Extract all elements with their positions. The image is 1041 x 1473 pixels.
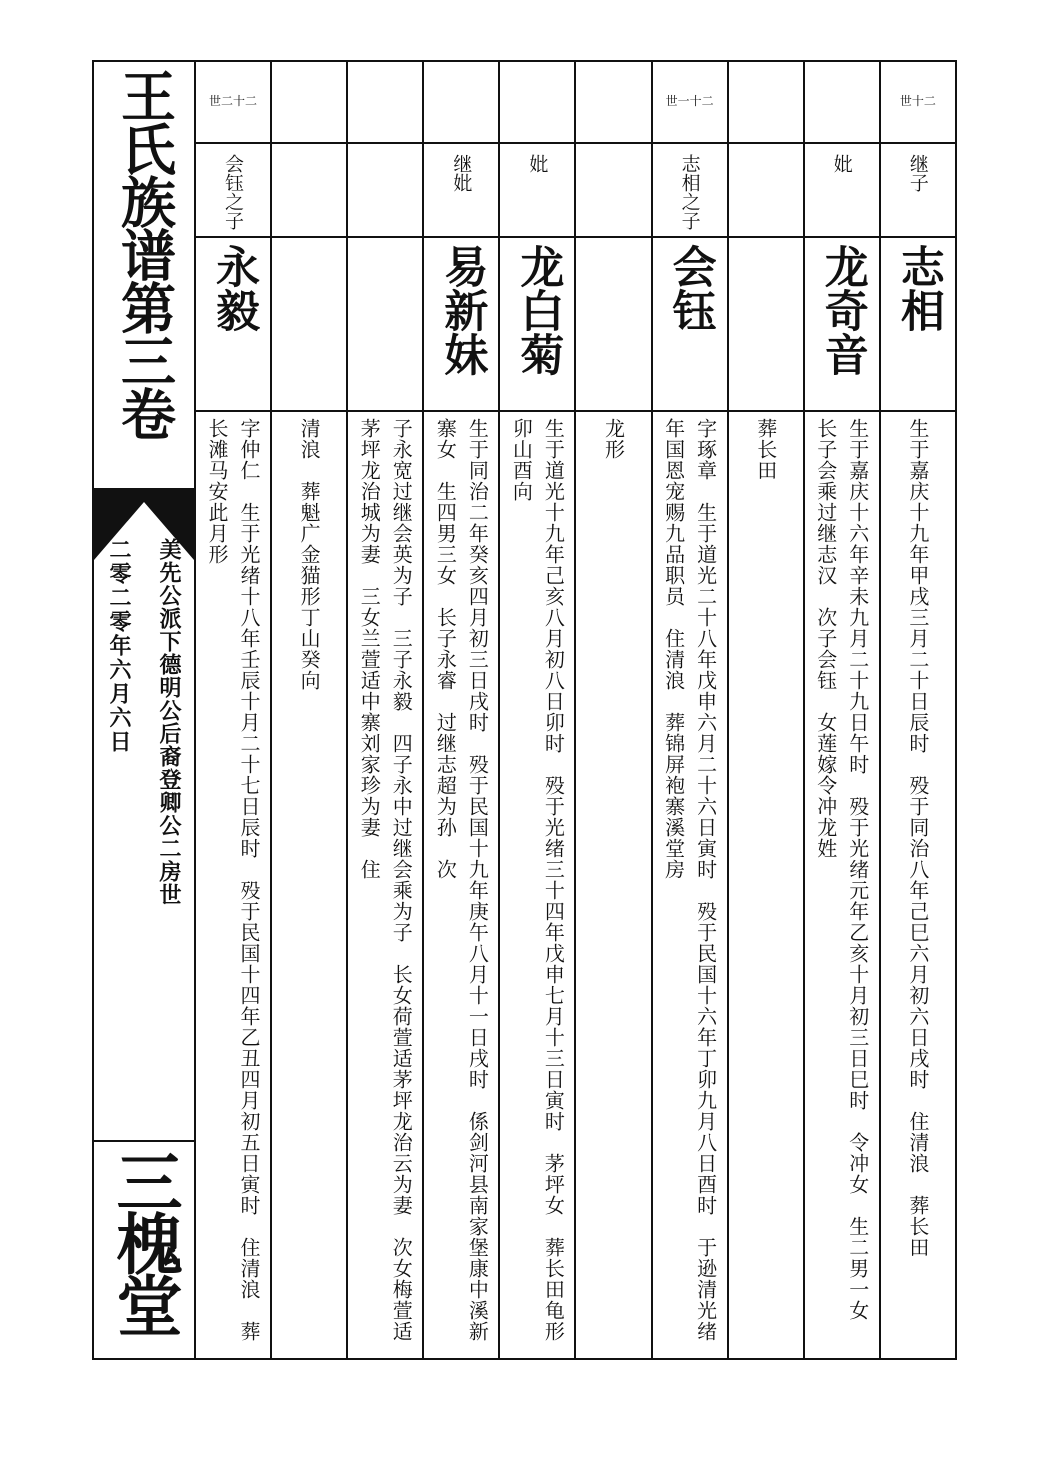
person-name-cell — [424, 238, 498, 412]
biography-text-cell — [729, 412, 803, 1358]
biography-text-cell — [196, 412, 270, 1358]
biography-text-cell — [424, 412, 498, 1358]
relation-label-cell — [729, 144, 803, 238]
relation-label-cell — [653, 144, 727, 238]
generation-label: 世一十二 — [665, 94, 714, 108]
biography-text: 生于嘉庆十六年辛未九月二十九日午时 殁于光绪元年乙亥十月初三日巳时 令冲女 生二男一女 长子会乘过继志汉 次子会钰 女莲嫁令冲龙姓 — [813, 418, 870, 1342]
person-name: 志相 — [892, 244, 944, 332]
generation-label: 世二十二 — [209, 94, 258, 108]
generation-label-cell — [272, 62, 346, 144]
biography-text-cell — [576, 412, 650, 1358]
person-name-cell — [576, 238, 650, 412]
record-column — [653, 62, 729, 1358]
biography-text-cell — [653, 412, 727, 1358]
relation-label-cell — [424, 144, 498, 238]
person-name-cell — [272, 238, 346, 412]
generation-label-cell — [500, 62, 574, 144]
compile-date: 二零二零年六月六日 — [106, 538, 132, 754]
hall-name: 三槐堂 — [105, 1148, 183, 1334]
sidebar — [94, 62, 196, 1358]
record-column — [348, 62, 424, 1358]
person-name: 龙奇音 — [816, 244, 868, 376]
generation-label-cell — [348, 62, 422, 144]
generation-label-cell — [881, 62, 955, 144]
relation-label-cell — [805, 144, 879, 238]
relation-label-cell — [272, 144, 346, 238]
relation-label: 继妣 — [450, 154, 473, 192]
person-name: 龙白菊 — [512, 244, 564, 376]
biography-text-cell — [272, 412, 346, 1358]
generation-label-cell — [729, 62, 803, 144]
relation-label: 继子 — [906, 154, 929, 192]
person-name-cell — [729, 238, 803, 412]
book-title: 王氏族谱第三卷 — [112, 68, 177, 439]
relation-label-cell — [881, 144, 955, 238]
biography-text-cell — [500, 412, 574, 1358]
record-column — [500, 62, 576, 1358]
biography-text: 清浪 葬魁广金猫形丁山癸向 — [297, 418, 322, 691]
relation-label-cell — [348, 144, 422, 238]
relation-label: 妣 — [830, 154, 853, 173]
generation-label-cell — [576, 62, 650, 144]
genealogy-page — [92, 60, 957, 1360]
person-name: 会钰 — [664, 244, 716, 332]
generation-label-cell — [805, 62, 879, 144]
biography-text: 字仲仁 生于光绪十八年壬辰十月二十七日辰时 殁于民国十四年乙丑四月初五日寅时 住清浪 葬长滩马安此月形 — [205, 418, 262, 1342]
person-name: 易新妹 — [436, 244, 488, 376]
record-column — [881, 62, 955, 1358]
relation-label-cell — [196, 144, 270, 238]
generation-label-cell — [196, 62, 270, 144]
relation-label: 妣 — [526, 154, 549, 173]
hall-divider — [94, 1140, 194, 1142]
record-column — [424, 62, 500, 1358]
biography-text: 龙形 — [601, 418, 626, 460]
person-name: 永毅 — [208, 244, 260, 332]
biography-text: 字琢章 生于道光二十八年戊申六月二十六日寅时 殁于民国十六年丁卯九月八日酉时 于逊清光绪年国恩宠赐九品职员 住清浪 葬锦屏袍寨溪堂房 — [661, 418, 718, 1342]
biography-text: 生于嘉庆十九年甲戌三月二十日辰时 殁于同治八年己巳六月初六日戌时 住清浪 葬长田 — [905, 418, 930, 1258]
biography-text-cell — [881, 412, 955, 1358]
biography-text-cell — [805, 412, 879, 1358]
record-column — [272, 62, 348, 1358]
person-name-cell — [348, 238, 422, 412]
relation-label: 会钰之子 — [222, 154, 245, 230]
person-name-cell — [196, 238, 270, 412]
person-name-cell — [805, 238, 879, 412]
branch-lineage: 美先公派下德明公后裔登卿公二房世 — [156, 538, 182, 906]
record-column — [196, 62, 272, 1358]
record-column — [805, 62, 881, 1358]
biography-text-cell — [348, 412, 422, 1358]
biography-text: 子永宽过继会英为子 三子永毅 四子永中过继会乘为子 长女荷萱适茅坪龙治云为妻 次女梅萱适茅坪龙治城为妻 三女兰萱适中寨刘家珍为妻 住 — [357, 418, 414, 1342]
relation-label: 志相之子 — [678, 154, 701, 230]
record-column — [576, 62, 652, 1358]
relation-label-cell — [576, 144, 650, 238]
record-column — [729, 62, 805, 1358]
person-name-cell — [881, 238, 955, 412]
person-name-cell — [500, 238, 574, 412]
person-name-cell — [653, 238, 727, 412]
record-columns — [196, 62, 955, 1358]
relation-label-cell — [500, 144, 574, 238]
generation-label-cell — [653, 62, 727, 144]
generation-label-cell — [424, 62, 498, 144]
biography-text: 生于同治二年癸亥四月初三日戌时 殁于民国十九年庚午八月十一日戌时 係剑河县南家堡康中溪新寨女 生四男三女 长子永睿 过继志超为孙 次 — [433, 418, 490, 1342]
biography-text: 生于道光十九年己亥八月初八日卯时 殁于光绪三十四年戊申七月十三日寅时 茅坪女 葬长田龟形卯山酉向 — [509, 418, 566, 1342]
generation-label: 世十二 — [899, 94, 936, 108]
biography-text: 葬长田 — [753, 418, 778, 481]
